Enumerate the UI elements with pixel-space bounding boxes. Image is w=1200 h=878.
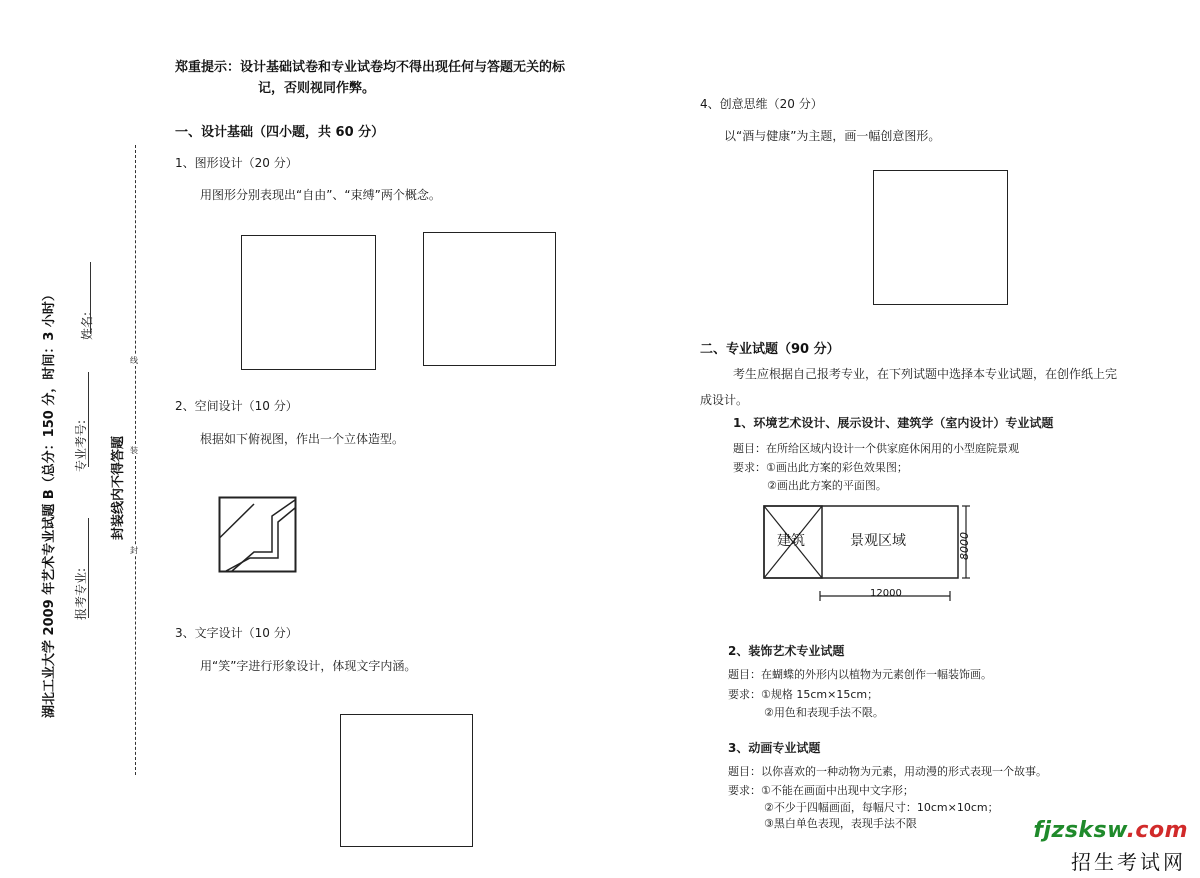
q2-top-view-diagram <box>218 496 298 574</box>
watermark-site-name: 招生考试网 <box>1071 850 1186 874</box>
s1-requirement-1: 要求：①画出此方案的彩色效果图； <box>733 461 908 474</box>
part2-intro-line-1: 考生应根据自己报考专业，在下列试题中选择本专业试题，在创作纸上完 <box>733 367 1118 381</box>
part2-intro-line-2: 成设计。 <box>700 393 749 407</box>
seal-notice: 封装线内不得答题 <box>111 435 126 540</box>
notice-line-1: 郑重提示：设计基础试卷和专业试卷均不得出现任何与答题无关的标 <box>175 60 566 75</box>
q4-text: 以“酒与健康”为主题，画一幅创意图形。 <box>724 129 941 143</box>
q2-text: 根据如下俯视图，作出一个立体造型。 <box>200 432 405 446</box>
s1-title: 1、环境艺术设计、展示设计、建筑学（室内设计）专业试题 <box>733 416 1054 430</box>
watermark-domain-tld: .com <box>1126 818 1188 843</box>
field-major-label: 报考专业: <box>74 567 88 620</box>
q3-title: 3、文字设计（10 分） <box>175 626 298 640</box>
binding-mark-feng: 封 <box>130 546 138 555</box>
q4-title: 4、创意思维（20 分） <box>700 97 823 111</box>
field-name-label: 姓名: <box>80 311 94 340</box>
watermark-domain-main: fjzsksw <box>1033 818 1127 843</box>
s2-topic: 题目：在蝴蝶的外形内以植物为元素创作一幅装饰画。 <box>728 668 992 681</box>
s2-title: 2、装饰艺术专业试题 <box>728 644 845 658</box>
s3-requirement-3: ③黑白单色表现，表现手法不限 <box>764 817 917 830</box>
part1-heading: 一、设计基础（四小题，共 60 分） <box>175 125 385 140</box>
exam-title-vertical: 湖北工业大学 2009 年艺术专业试题 B（总分：150 分，时间：3 小时） <box>42 288 57 718</box>
binding-mark-xian: 线 <box>130 356 138 365</box>
q1-text: 用图形分别表现出“自由”、“束缚”两个概念。 <box>200 188 441 202</box>
watermark-domain <box>1033 818 1188 843</box>
s2-requirement-2: ②用色和表现手法不限。 <box>764 706 884 719</box>
s1-topic: 题目：在所给区域内设计一个供家庭休闲用的小型庭院景观 <box>733 442 1019 455</box>
plan-dimension-height: 8000 <box>958 532 971 560</box>
q3-answer-box <box>340 714 473 847</box>
q1-answer-box-freedom <box>241 235 376 370</box>
q4-answer-box <box>873 170 1008 305</box>
q2-title: 2、空间设计（10 分） <box>175 399 298 413</box>
s2-requirement-1: 要求：①规格 15cm×15cm； <box>728 688 879 701</box>
q1-title: 1、图形设计（20 分） <box>175 156 298 170</box>
s3-topic: 题目：以你喜欢的一种动物为元素，用动漫的形式表现一个故事。 <box>728 765 1047 778</box>
s3-requirement-1: 要求：①不能在画面中出现中文字形； <box>728 784 914 797</box>
plan-landscape-label: 景观区域 <box>850 533 906 549</box>
plan-dimension-width: 12000 <box>870 588 902 599</box>
q1-answer-box-constraint <box>423 232 556 366</box>
field-exam-no-label: 专业考号: <box>74 419 88 472</box>
plan-building-label: 建筑 <box>777 533 805 549</box>
binding-dashed-line <box>135 145 136 775</box>
s3-requirement-2: ②不少于四幅画面，每幅尺寸：10cm×10cm； <box>764 801 999 814</box>
binding-mark-zhuang: 装 <box>130 446 138 455</box>
field-major-underline <box>88 518 89 618</box>
field-exam-no-underline <box>88 372 89 467</box>
part2-heading: 二、专业试题（90 分） <box>700 342 840 357</box>
notice-line-2: 记，否则视同作弊。 <box>258 81 376 96</box>
s1-requirement-2: ②画出此方案的平面图。 <box>767 479 887 492</box>
s3-title: 3、动画专业试题 <box>728 741 821 755</box>
q3-text: 用“笑”字进行形象设计，体现文字内涵。 <box>200 659 417 673</box>
field-name-underline <box>90 262 91 334</box>
